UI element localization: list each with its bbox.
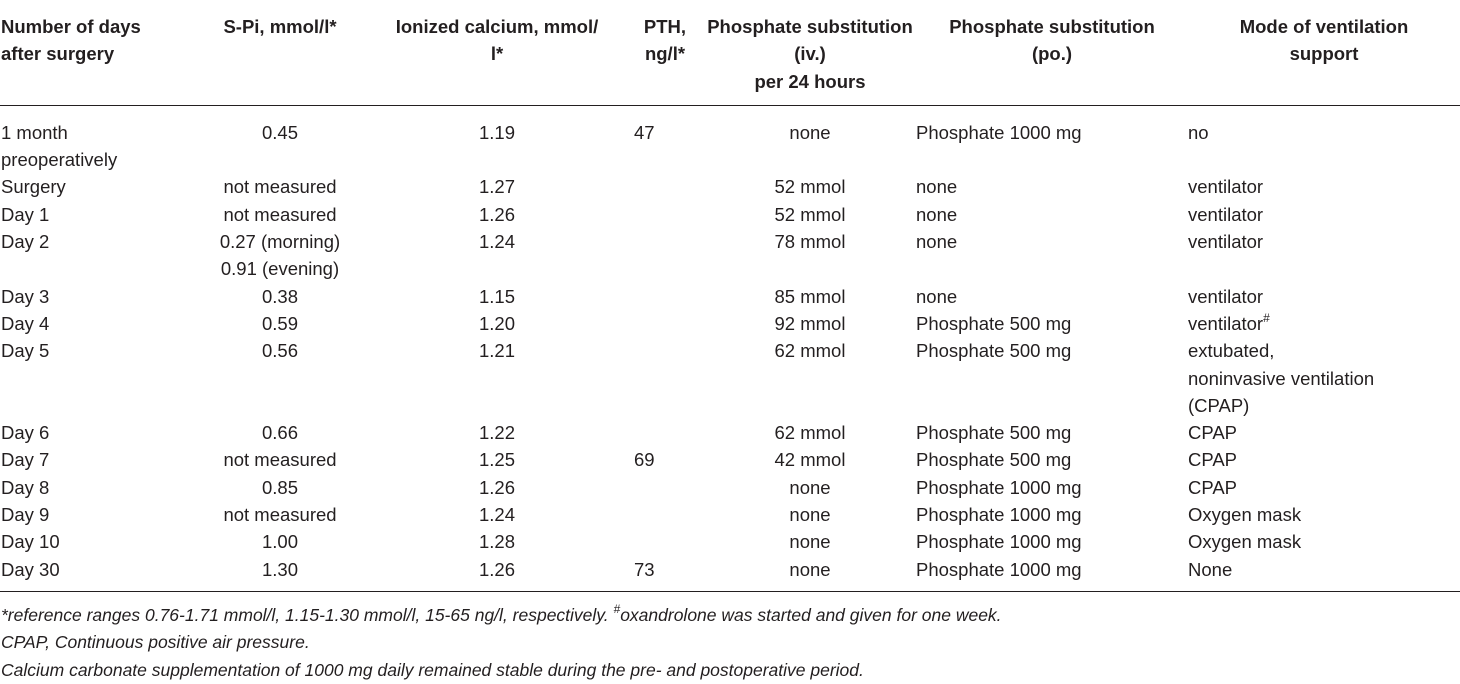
- cell-line: 0.66: [261, 422, 298, 444]
- header-days: [0, 0, 192, 105]
- cell-phosphate-iv: [704, 201, 916, 228]
- cell-line: not measured: [223, 203, 337, 225]
- cell-calcium: [368, 310, 626, 337]
- footnote-calcium: Calcium carbonate supplementation of 1000 mg daily remained stable during the pre- and postoperative period.: [1, 659, 864, 680]
- cell-line: Phosphate 500 mg: [916, 449, 1072, 471]
- cell-line: 1.28: [478, 531, 515, 553]
- cell-day: [0, 228, 192, 283]
- cell-ventilation: [1188, 556, 1460, 592]
- cell-phosphate-iv: [704, 337, 916, 419]
- cell-line: 0.85: [261, 476, 298, 498]
- ventilation-footnote-marker: #: [1263, 310, 1270, 325]
- cell-pth: [626, 283, 704, 310]
- cell-ventilation: [1188, 173, 1460, 200]
- cell-phosphate-iv: [704, 105, 916, 173]
- cell-pth: [626, 228, 704, 283]
- cell-phosphate-iv: [704, 474, 916, 501]
- cell-line: 92 mmol: [774, 312, 846, 334]
- table-row: [0, 310, 1460, 337]
- header-line: support: [1289, 43, 1359, 65]
- header-line: Mode of ventilation: [1239, 16, 1409, 37]
- cell-phosphate-iv: [704, 556, 916, 592]
- cell-line: 0.56: [261, 340, 298, 362]
- table-row: [0, 173, 1460, 200]
- cell-line: not measured: [223, 504, 337, 526]
- cell-line: Day 6: [1, 422, 50, 444]
- cell-phosphate-po: [916, 228, 1188, 283]
- cell-phosphate-iv: [704, 419, 916, 446]
- cell-line: 73: [634, 558, 655, 580]
- cell-line: 1.15: [478, 285, 515, 307]
- table-row: [0, 446, 1460, 473]
- cell-ventilation: [1188, 201, 1460, 228]
- header-ventilation: [1188, 0, 1460, 105]
- cell-line: 85 mmol: [774, 285, 846, 307]
- cell-phosphate-po: [916, 105, 1188, 173]
- header-calcium: [368, 0, 626, 105]
- cell-line: 1.19: [478, 121, 515, 143]
- cell-line: 52 mmol: [774, 176, 846, 198]
- cell-spi: [192, 556, 368, 592]
- cell-line: noninvasive ventilation: [1188, 367, 1375, 389]
- cell-spi: [192, 310, 368, 337]
- cell-phosphate-po: [916, 283, 1188, 310]
- table-body: [0, 105, 1460, 591]
- cell-calcium: [368, 337, 626, 419]
- cell-line: ventilator: [1188, 203, 1264, 225]
- table-header: [0, 0, 1460, 105]
- cell-spi: [192, 337, 368, 419]
- cell-spi: [192, 201, 368, 228]
- cell-line: Day 2: [1, 231, 50, 253]
- cell-day: [0, 283, 192, 310]
- cell-calcium: [368, 474, 626, 501]
- table-row: [0, 556, 1460, 592]
- cell-calcium: [368, 201, 626, 228]
- cell-pth: [626, 173, 704, 200]
- cell-line: Phosphate 1000 mg: [916, 504, 1082, 526]
- cell-day: [0, 556, 192, 592]
- header-line: per 24 hours: [754, 70, 866, 92]
- cell-line: 52 mmol: [774, 203, 846, 225]
- footnote-hash-marker: #: [613, 602, 621, 617]
- cell-spi: [192, 446, 368, 473]
- cell-pth: [626, 474, 704, 501]
- cell-line: 0.27 (morning): [219, 231, 341, 253]
- cell-day: [0, 446, 192, 473]
- header-line: Number of days: [1, 16, 141, 37]
- cell-line: Oxygen mask: [1188, 504, 1302, 526]
- cell-line: 1.27: [478, 176, 515, 198]
- table-row: [0, 105, 1460, 173]
- cell-day: [0, 337, 192, 419]
- cell-line: Phosphate 500 mg: [916, 340, 1072, 362]
- cell-ventilation: [1188, 337, 1460, 419]
- table-row: [0, 501, 1460, 528]
- cell-phosphate-po: [916, 310, 1188, 337]
- table-row: [0, 528, 1460, 555]
- cell-calcium: [368, 446, 626, 473]
- cell-line: 62 mmol: [774, 422, 846, 444]
- cell-phosphate-iv: [704, 173, 916, 200]
- header-row: [0, 0, 1460, 105]
- cell-line: no: [1188, 121, 1209, 143]
- cell-line: Day 9: [1, 504, 50, 526]
- cell-ventilation: [1188, 501, 1460, 528]
- cell-line: none: [789, 504, 831, 526]
- cell-line: 1 month: [1, 121, 68, 143]
- cell-day: [0, 528, 192, 555]
- cell-phosphate-iv: [704, 310, 916, 337]
- cell-line: ventilator: [1188, 285, 1264, 307]
- cell-calcium: [368, 419, 626, 446]
- cell-line: preoperatively: [1, 149, 118, 171]
- cell-line: 1.26: [478, 558, 515, 580]
- cell-calcium: [368, 283, 626, 310]
- cell-line: 42 mmol: [774, 449, 846, 471]
- cell-pth: [626, 201, 704, 228]
- cell-day: [0, 173, 192, 200]
- cell-ventilation: [1188, 446, 1460, 473]
- cell-ventilation: [1188, 419, 1460, 446]
- footnote-reference-ranges: [1, 602, 1002, 629]
- cell-line: Day 3: [1, 285, 50, 307]
- cell-line: Phosphate 1000 mg: [916, 476, 1082, 498]
- cell-line: none: [789, 558, 831, 580]
- cell-line: CPAP: [1188, 476, 1238, 498]
- cell-line: 78 mmol: [774, 231, 846, 253]
- cell-line: none: [916, 203, 958, 225]
- cell-phosphate-iv: [704, 446, 916, 473]
- cell-phosphate-iv: [704, 283, 916, 310]
- cell-line: 1.21: [478, 340, 515, 362]
- header-phosphate-iv: [704, 0, 916, 105]
- cell-calcium: [368, 105, 626, 173]
- header-line: l*: [490, 43, 504, 65]
- cell-line: 0.91 (evening): [220, 258, 340, 280]
- cell-phosphate-iv: [704, 501, 916, 528]
- cell-line: ventilator: [1188, 176, 1264, 198]
- cell-line: 0.59: [261, 312, 298, 334]
- cell-line: 47: [634, 121, 655, 143]
- cell-calcium: [368, 173, 626, 200]
- cell-line: 1.30: [261, 558, 298, 580]
- cell-phosphate-po: [916, 419, 1188, 446]
- cell-line: Day 1: [1, 203, 50, 225]
- cell-line: not measured: [223, 449, 337, 471]
- cell-ventilation: [1188, 310, 1460, 337]
- cell-pth: [626, 446, 704, 473]
- cell-line: Oxygen mask: [1188, 531, 1302, 553]
- cell-line: Phosphate 1000 mg: [916, 531, 1082, 553]
- cell-line: 1.22: [478, 422, 515, 444]
- cell-line: none: [916, 231, 958, 253]
- header-line: PTH,: [643, 16, 687, 37]
- cell-line: 0.38: [261, 285, 298, 307]
- header-spi: [192, 0, 368, 105]
- cell-line: Phosphate 500 mg: [916, 422, 1072, 444]
- table-row: [0, 201, 1460, 228]
- cell-calcium: [368, 528, 626, 555]
- cell-line: 69: [634, 449, 655, 471]
- cell-line: 62 mmol: [774, 340, 846, 362]
- cell-line: 1.25: [478, 449, 515, 471]
- cell-pth: [626, 556, 704, 592]
- cell-phosphate-po: [916, 474, 1188, 501]
- cell-line: CPAP: [1188, 449, 1238, 471]
- cell-line: ventilator: [1188, 231, 1264, 253]
- cell-line: 1.26: [478, 476, 515, 498]
- cell-line: 0.45: [261, 121, 298, 143]
- cell-ventilation: [1188, 528, 1460, 555]
- cell-phosphate-po: [916, 337, 1188, 419]
- cell-line: (CPAP): [1188, 394, 1250, 416]
- cell-day: [0, 201, 192, 228]
- cell-spi: [192, 283, 368, 310]
- cell-pth: [626, 105, 704, 173]
- footnotes: [1, 602, 1002, 684]
- cell-line: Phosphate 1000 mg: [916, 558, 1082, 580]
- table-row: [0, 228, 1460, 283]
- header-line: Ionized calcium, mmol/: [395, 16, 599, 37]
- header-line: ng/l*: [644, 43, 686, 65]
- cell-day: [0, 105, 192, 173]
- header-line: Phosphate substitution: [949, 16, 1155, 37]
- cell-line: none: [789, 121, 831, 143]
- cell-line: none: [916, 176, 958, 198]
- header-line: (po.): [1031, 43, 1073, 65]
- cell-line: extubated,: [1188, 340, 1275, 362]
- cell-pth: [626, 337, 704, 419]
- cell-ventilation: [1188, 228, 1460, 283]
- cell-pth: [626, 528, 704, 555]
- cell-ventilation: [1188, 105, 1460, 173]
- cell-line: Surgery: [1, 176, 66, 198]
- header-line: S-Pi, mmol/l*: [223, 16, 337, 37]
- header-line: Phosphate substitution: [707, 16, 913, 37]
- cell-phosphate-iv: [704, 528, 916, 555]
- table-row: [0, 474, 1460, 501]
- cell-line: None: [1188, 558, 1233, 580]
- cell-line: Day 5: [1, 340, 50, 362]
- cell-pth: [626, 419, 704, 446]
- ventilation-text: ventilator: [1188, 312, 1264, 334]
- cell-day: [0, 501, 192, 528]
- cell-day: [0, 310, 192, 337]
- cell-spi: [192, 501, 368, 528]
- cell-line: none: [789, 531, 831, 553]
- cell-spi: [192, 173, 368, 200]
- cell-line: none: [789, 476, 831, 498]
- cell-line: CPAP: [1188, 422, 1238, 444]
- cell-pth: [626, 501, 704, 528]
- table-row: [0, 419, 1460, 446]
- header-pth: [626, 0, 704, 105]
- cell-ventilation: [1188, 283, 1460, 310]
- cell-line: Day 30: [1, 558, 60, 580]
- cell-pth: [626, 310, 704, 337]
- cell-line: 1.24: [478, 231, 515, 253]
- header-phosphate-po: [916, 0, 1188, 105]
- cell-ventilation: [1188, 474, 1460, 501]
- cell-line: Phosphate 500 mg: [916, 312, 1072, 334]
- cell-line: none: [916, 285, 958, 307]
- header-line: after surgery: [1, 43, 115, 65]
- cell-line: Day 7: [1, 449, 50, 471]
- header-line: (iv.): [794, 43, 826, 65]
- cell-line: [1188, 310, 1460, 337]
- cell-calcium: [368, 556, 626, 592]
- cell-line: 1.20: [478, 312, 515, 334]
- cell-day: [0, 419, 192, 446]
- cell-spi: [192, 419, 368, 446]
- cell-line: 1.00: [261, 531, 298, 553]
- table-row: [0, 283, 1460, 310]
- cell-spi: [192, 474, 368, 501]
- cell-line: Phosphate 1000 mg: [916, 121, 1082, 143]
- cell-calcium: [368, 228, 626, 283]
- cell-line: 1.26: [478, 203, 515, 225]
- cell-calcium: [368, 501, 626, 528]
- cell-spi: [192, 105, 368, 173]
- footnote-cpap: CPAP, Continuous positive air pressure.: [1, 632, 310, 653]
- table-row: [0, 337, 1460, 419]
- cell-line: Day 8: [1, 476, 50, 498]
- cell-phosphate-po: [916, 501, 1188, 528]
- cell-line: Day 4: [1, 312, 50, 334]
- cell-line: Day 10: [1, 531, 60, 553]
- cell-phosphate-po: [916, 556, 1188, 592]
- cell-spi: [192, 228, 368, 283]
- cell-phosphate-po: [916, 446, 1188, 473]
- footnote-oxandrolone-text: oxandrolone was started and given for one week.: [620, 605, 1002, 625]
- cell-phosphate-iv: [704, 228, 916, 283]
- cell-spi: [192, 528, 368, 555]
- footnote-reference-text: *reference ranges 0.76-1.71 mmol/l, 1.15-1.30 mmol/l, 15-65 ng/l, respectively.: [1, 605, 609, 625]
- cell-phosphate-po: [916, 201, 1188, 228]
- cell-phosphate-po: [916, 528, 1188, 555]
- cell-line: not measured: [223, 176, 337, 198]
- cell-phosphate-po: [916, 173, 1188, 200]
- cell-day: [0, 474, 192, 501]
- cell-line: 1.24: [478, 504, 515, 526]
